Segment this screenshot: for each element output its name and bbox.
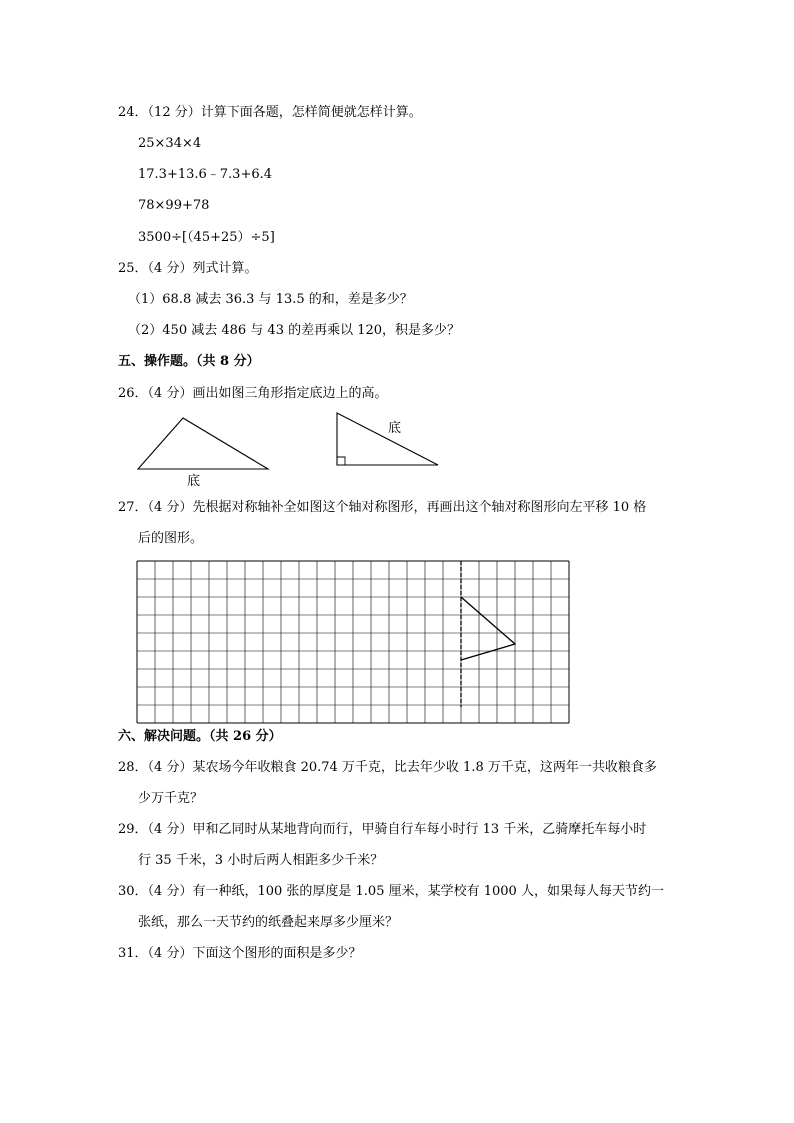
- half-triangle: [461, 597, 515, 660]
- base-label-2: 底: [388, 421, 402, 436]
- question-29-line-2: 行 35 千米，3 小时后两人相距多少千米？: [138, 853, 384, 868]
- question-29-line-1: 29．（4 分）甲和乙同时从某地背向而行，甲骑自行车每小时行 13 千米，乙骑摩托车每小时: [118, 822, 647, 837]
- question-27-line-2: 后的图形。: [138, 531, 204, 546]
- question-26-title: 26．（4 分）画出如图三角形指定底边上的高。: [118, 386, 388, 401]
- base-label-1: 底: [187, 474, 201, 489]
- question-28-line-2: 少万千克？: [138, 791, 204, 806]
- q24-item-4: 3500÷[（45+25）÷5]: [138, 230, 275, 245]
- q25-item-1: （1）68.8 减去 36.3 与 13.5 的和，差是多少？: [128, 292, 413, 307]
- q24-item-1: 25×34×4: [138, 136, 202, 151]
- question-31-title: 31．（4 分）下面这个图形的面积是多少？: [118, 946, 362, 961]
- symmetry-grid: [137, 561, 571, 709]
- q25-item-2: （2）450 减去 486 与 43 的差再乘以 120，积是多少？: [128, 323, 461, 338]
- triangle-figure-1: [135, 414, 275, 494]
- q24-item-3: 78×99+78: [138, 198, 210, 213]
- triangle-figure-2: [333, 410, 453, 470]
- question-30-line-1: 30．（4 分）有一种纸，100 张的厚度是 1.05 厘米，某学校有 1000 人，如果每人每天节约一: [118, 884, 664, 899]
- section-6-heading: 六、解决问题。（共 26 分）: [118, 729, 282, 744]
- question-28-line-1: 28．（4 分）某农场今年收粮食 20.74 万千克，比去年少收 1.8 万千克，这两年一共收粮食多: [118, 760, 657, 775]
- question-30-line-2: 张纸，那么一天节约的纸叠起来厚多少厘米？: [138, 915, 399, 930]
- question-25-title: 25．（4 分）列式计算。: [118, 261, 258, 276]
- section-5-heading: 五、操作题。（共 8 分）: [118, 354, 260, 369]
- question-24-title: 24．（12 分）计算下面各题，怎样简便就怎样计算。: [118, 105, 422, 120]
- question-27-line-1: 27．（4 分）先根据对称轴补全如图这个轴对称图形，再画出这个轴对称图形向左平移 10 格: [118, 500, 647, 515]
- q24-item-2: 17.3+13.6﹣7.3+6.4: [138, 167, 273, 182]
